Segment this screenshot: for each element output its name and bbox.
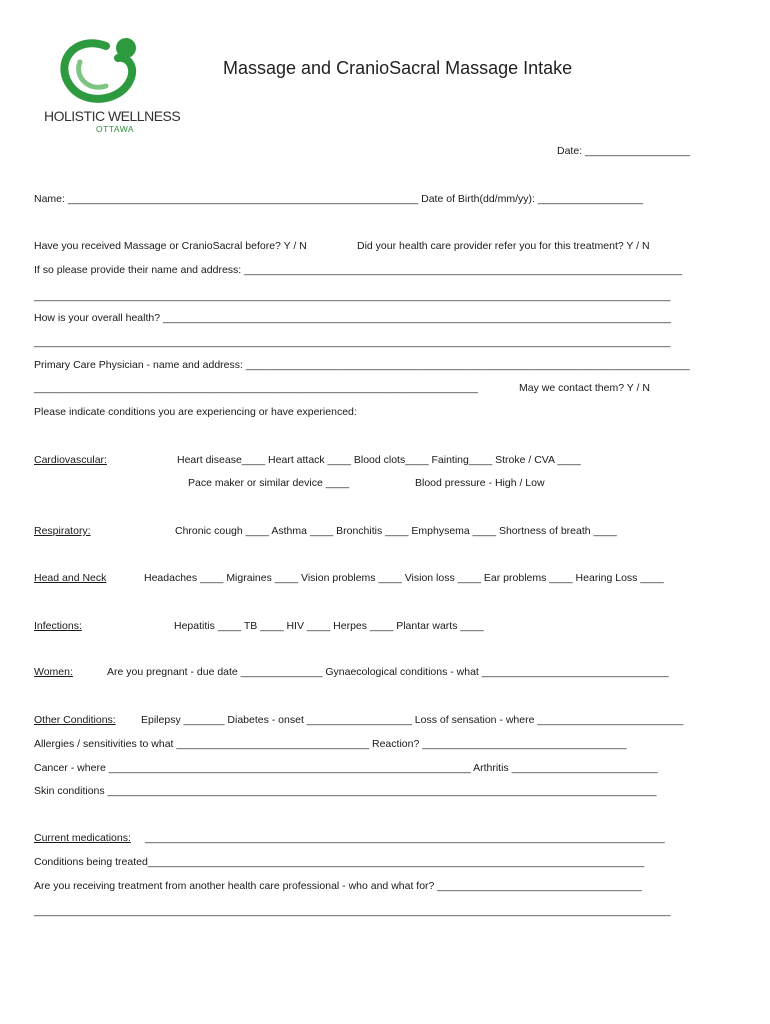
- cancer-arthritis-field[interactable]: Cancer - where ______________________________________________________________ Arthritis _________________________: [34, 762, 658, 774]
- name-dob-field[interactable]: Name: ____________________________________________________________ Date of Birth(dd/mm/yy): __________________: [34, 193, 643, 205]
- page-title: Massage and CranioSacral Massage Intake: [223, 58, 573, 78]
- other-conditions-options[interactable]: Epilepsy _______ Diabetes - onset __________________ Loss of sensation - where _________________________: [141, 714, 684, 726]
- infections-options[interactable]: Hepatitis ____ TB ____ HIV ____ Herpes ____ Plantar warts ____: [174, 620, 484, 632]
- respiratory-options[interactable]: Chronic cough ____ Asthma ____ Bronchitis ____ Emphysema ____ Shortness of breath ____: [175, 525, 617, 537]
- infections-label: Infections:: [34, 620, 82, 632]
- current-medications-field[interactable]: _________________________________________________________________________________________: [145, 832, 665, 844]
- indicate-conditions-heading: Please indicate conditions you are experiencing or have experienced:: [34, 406, 357, 418]
- logo-name: HOLISTIC WELLNESS: [44, 108, 181, 124]
- cardiovascular-options[interactable]: Heart disease____ Heart attack ____ Blood clots____ Fainting____ Stroke / CVA ____: [177, 454, 581, 466]
- date-field[interactable]: Date: __________________: [557, 145, 691, 157]
- respiratory-label: Respiratory:: [34, 525, 91, 537]
- blood-pressure-option[interactable]: Blood pressure - High / Low: [415, 477, 545, 489]
- head-neck-label: Head and Neck: [34, 572, 107, 584]
- provider-address-field[interactable]: If so please provide their name and address: ___________________________________________________________________________: [34, 264, 683, 276]
- logo-mark-icon: [44, 36, 154, 112]
- received-before-question[interactable]: Have you received Massage or CranioSacral before? Y / N: [34, 240, 307, 252]
- other-conditions-label: Other Conditions:: [34, 714, 116, 726]
- contact-them-question[interactable]: May we contact them? Y / N: [519, 382, 650, 394]
- skin-conditions-field[interactable]: Skin conditions ______________________________________________________________________________________________: [34, 785, 657, 797]
- logo-sub: OTTAWA: [96, 124, 135, 134]
- conditions-treated-field[interactable]: Conditions being treated_____________________________________________________________________________________: [34, 856, 645, 868]
- allergies-field[interactable]: Allergies / sensitivities to what _________________________________ Reaction? ___________________________________: [34, 738, 627, 750]
- current-medications-label: Current medications:: [34, 832, 131, 844]
- physician-continued[interactable]: ____________________________________________________________________________: [34, 382, 478, 394]
- provider-address-continued[interactable]: _____________________________________________________________________________________________________________: [34, 290, 671, 302]
- women-label: Women:: [34, 666, 73, 678]
- pacemaker-option[interactable]: Pace maker or similar device ____: [188, 477, 350, 489]
- holistic-wellness-logo: [44, 36, 189, 136]
- women-options[interactable]: Are you pregnant - due date ______________ Gynaecological conditions - what ________________________________: [107, 666, 669, 678]
- overall-health-continued[interactable]: _____________________________________________________________________________________________________________: [34, 336, 671, 348]
- overall-health-field[interactable]: How is your overall health? _______________________________________________________________________________________: [34, 312, 672, 324]
- final-blank-line[interactable]: _____________________________________________________________________________________________________________: [34, 905, 671, 917]
- other-professional-field[interactable]: Are you receiving treatment from another health care professional - who and what for? ___________________________________: [34, 880, 642, 892]
- referred-question[interactable]: Did your health care provider refer you for this treatment? Y / N: [357, 240, 650, 252]
- head-neck-options[interactable]: Headaches ____ Migraines ____ Vision problems ____ Vision loss ____ Ear problems ____ Hearing Loss ____: [144, 572, 664, 584]
- cardiovascular-label: Cardiovascular:: [34, 454, 107, 466]
- physician-field[interactable]: Primary Care Physician - name and address: ____________________________________________________________________________: [34, 359, 690, 371]
